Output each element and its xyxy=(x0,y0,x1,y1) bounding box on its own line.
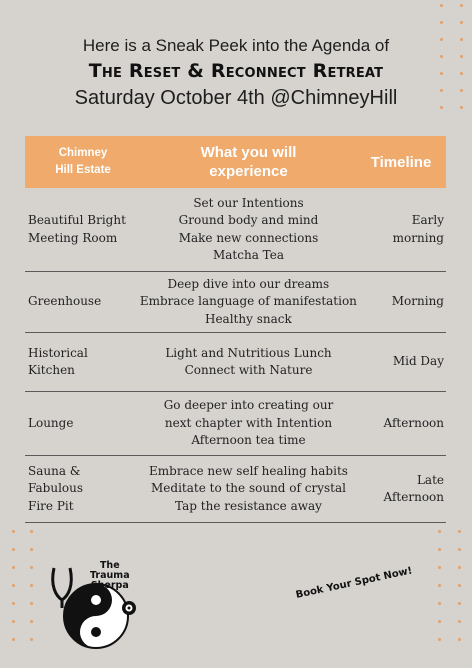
header-timeline: Timeline xyxy=(370,153,432,171)
location-cell: Lounge xyxy=(28,415,74,430)
location-cell: Beautiful Bright Meeting Room xyxy=(28,213,126,245)
time-cell: Late Afternoon xyxy=(383,472,444,504)
table-row xyxy=(25,333,446,392)
time-cell: Afternoon xyxy=(383,415,444,430)
retreat-title: The Reset & Reconnect Retreat xyxy=(88,60,384,82)
header-location: Chimney Hill Estate xyxy=(55,147,111,176)
table-row xyxy=(25,188,446,272)
activities-cell: Embrace new self healing habits Meditate to the sound of crystal Tap the resistance away xyxy=(149,463,348,513)
brand-name: The Trauma Sherpa xyxy=(90,560,130,591)
location-cell: Historical Kitchen xyxy=(28,345,88,377)
decorative-dots-bottom-right xyxy=(436,530,470,650)
table-header xyxy=(25,136,446,188)
activities-cell: Set our Intentions Ground body and mind Make new connections Matcha Tea xyxy=(178,195,319,262)
time-cell: Early morning xyxy=(392,213,444,245)
activities-cell: Deep dive into our dreams Embrace language of manifestation Healthy snack xyxy=(139,276,357,326)
location-cell: Greenhouse xyxy=(28,294,102,309)
decorative-dots-bottom-left xyxy=(12,530,42,650)
activities-cell: Go deeper into creating our next chapter with Intention Afternoon tea time xyxy=(163,398,334,448)
table-row xyxy=(25,392,446,456)
activities-cell: Light and Nutritious Lunch Connect with Nature xyxy=(165,345,332,377)
time-cell: Morning xyxy=(391,294,444,309)
intro-text: Here is a Sneak Peek into the Agenda of xyxy=(82,36,390,55)
location-cell: Sauna & Fabulous Fire Pit xyxy=(28,463,84,513)
agenda-table xyxy=(25,136,446,523)
table-row xyxy=(25,456,446,523)
table-row xyxy=(25,272,446,333)
book-spot-cta[interactable]: Book Your Spot Now! xyxy=(294,565,414,601)
event-date: Saturday October 4th @ChimneyHill xyxy=(74,87,398,109)
time-cell: Mid Day xyxy=(392,354,444,369)
header-experience: What you will experience xyxy=(200,144,297,180)
